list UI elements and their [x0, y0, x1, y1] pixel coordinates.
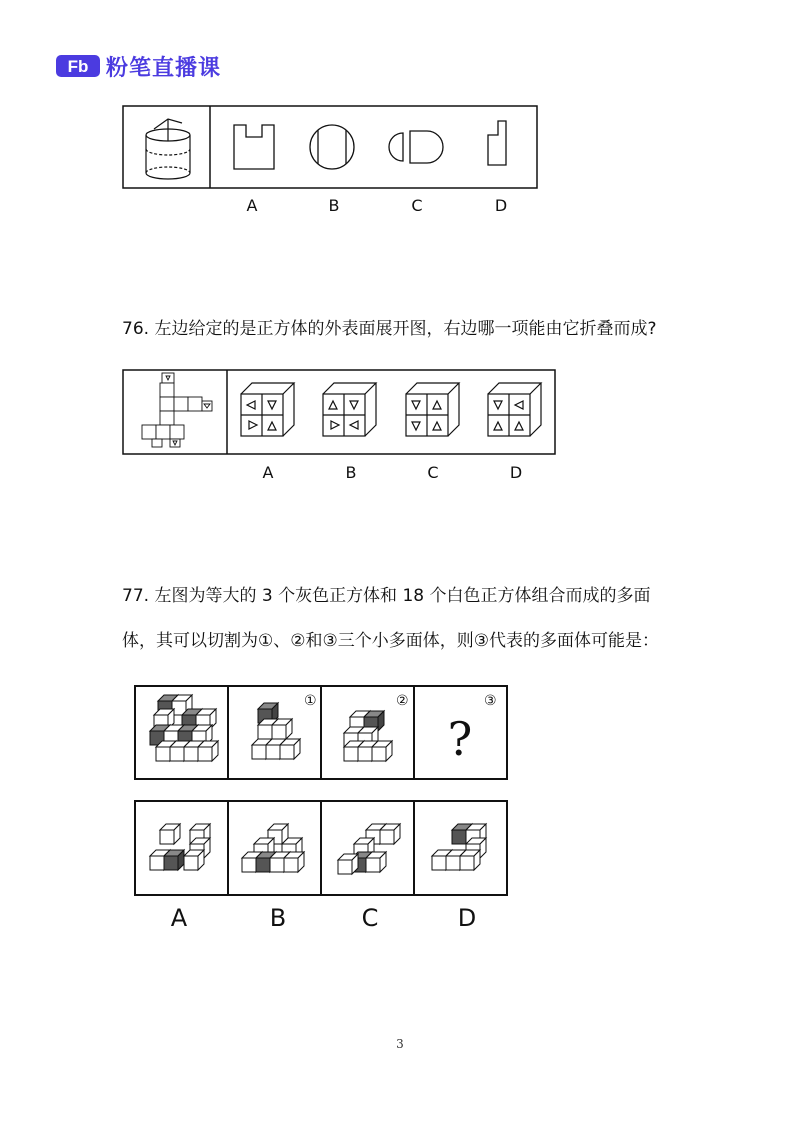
q76-option-a-label[interactable]: A [262, 463, 274, 482]
q75-option-d-label[interactable]: D [494, 196, 508, 215]
q75-option-c-label[interactable]: C [411, 196, 423, 215]
cube-net [142, 373, 212, 447]
cut-cylinder-figure [146, 119, 190, 179]
q76-option-c-label[interactable]: C [427, 463, 439, 482]
q77-question-line2: 体，其可以切割为①、②和③三个小多面体，则③代表的多面体可能是： [122, 631, 659, 651]
unknown-piece-question-mark: ? [447, 712, 473, 766]
q76-option-b-label[interactable]: B [345, 463, 357, 482]
q77-option-c-label[interactable]: C [361, 904, 379, 932]
option-a-shape [234, 125, 274, 169]
piece-1 [252, 703, 300, 759]
option-b-polyhedron [242, 824, 304, 872]
option-a-cube [241, 383, 294, 436]
option-b-cube [323, 383, 376, 436]
panel-mark-2: ② [396, 693, 409, 709]
brand-logo [56, 51, 221, 81]
q77-options-figure [134, 800, 508, 896]
option-d-cube [488, 383, 541, 436]
q77-option-d-label[interactable]: D [457, 904, 477, 932]
brand-mark-text: Fb [67, 57, 89, 76]
q76-figure [122, 369, 556, 455]
piece-2 [344, 711, 392, 761]
option-d-polyhedron [432, 824, 486, 870]
option-b-shape [310, 125, 354, 169]
option-a-polyhedron [150, 824, 210, 870]
panel-mark-1: ① [304, 693, 317, 709]
brand-name: 粉笔直播课 [106, 55, 222, 81]
option-c-cube [406, 383, 459, 436]
panel-mark-3: ③ [484, 693, 497, 709]
q75-option-b-label[interactable]: B [328, 196, 340, 215]
q76-question-text: 76. 左边给定的是正方体的外表面展开图，右边哪一项能由它折叠而成? [122, 319, 657, 339]
page-number: 3 [396, 1037, 404, 1051]
q77-question-line1: 77. 左图为等大的 3 个灰色正方体和 18 个白色正方体组合而成的多面 [122, 586, 651, 606]
q77-option-a-label[interactable]: A [170, 904, 188, 932]
q77-top-figure [134, 685, 508, 780]
q77-option-b-label[interactable]: B [269, 904, 287, 932]
option-c-shape [389, 131, 443, 163]
q75-figure [122, 105, 538, 189]
option-d-shape [488, 121, 506, 165]
q76-option-d-label[interactable]: D [509, 463, 523, 482]
fb-logo-icon [56, 53, 100, 79]
option-c-polyhedron [338, 824, 400, 874]
q75-option-a-label[interactable]: A [246, 196, 258, 215]
combined-polyhedron [150, 695, 218, 761]
